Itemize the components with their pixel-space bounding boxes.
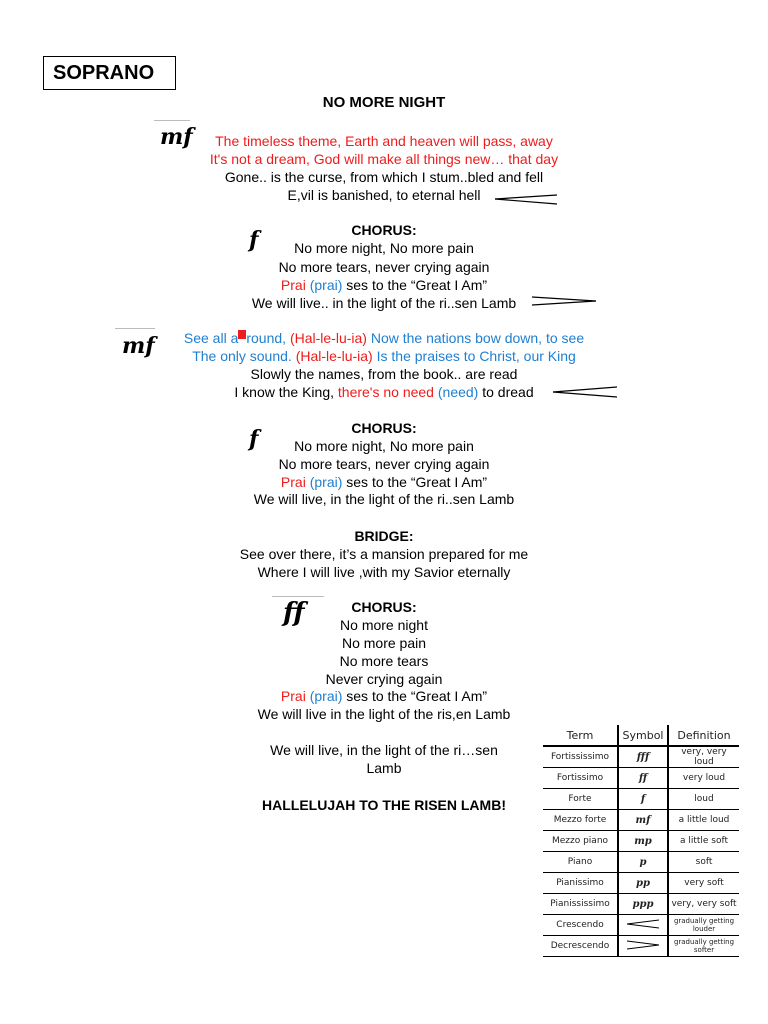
legend-symbol	[618, 936, 668, 957]
legend-row	[543, 852, 739, 873]
chorus1-heading: CHORUS:	[351, 222, 417, 238]
legend-term: Fortississimo	[543, 746, 618, 768]
chorus1-line1: No more night, No more pain	[294, 240, 474, 256]
chorus2-line2: No more tears, never crying again	[278, 456, 490, 472]
dynamic-rule	[272, 596, 324, 597]
legend-header-row	[543, 725, 739, 746]
legend-row	[543, 789, 739, 810]
chorus3-line3: No more tears	[339, 653, 429, 669]
legend-definition: gradually getting softer	[668, 936, 739, 957]
verse1-line2: It's not a dream, God will make all things new… that day	[209, 151, 559, 167]
chorus2-line4: We will live, in the light of the ri..sen Lamb	[253, 491, 515, 507]
verse2-line3: Slowly the names, from the book.. are read	[250, 366, 518, 382]
legend-term: Mezzo piano	[543, 831, 618, 852]
legend-row	[543, 810, 739, 831]
chorus3-line5: Prai (prai) ses to the “Great I Am”	[280, 688, 488, 704]
chorus2-heading: CHORUS:	[351, 420, 417, 436]
legend-symbol: mp	[618, 831, 668, 852]
legend-symbol: pp	[618, 873, 668, 894]
legend-definition: soft	[668, 852, 739, 873]
bridge-line1: See over there, it’s a mansion prepared for me	[239, 546, 529, 562]
legend-definition: a little soft	[668, 831, 739, 852]
dynamic-forte-marking: f	[249, 227, 259, 253]
decrescendo-icon	[551, 385, 619, 399]
dynamic-rule	[154, 120, 190, 121]
ending-line2: Lamb	[366, 760, 402, 776]
legend-symbol: f	[618, 789, 668, 810]
legend-definition: very, very loud	[668, 746, 739, 768]
ending-final-line: HALLELUJAH TO THE RISEN LAMB!	[262, 797, 506, 813]
legend-term: Pianissimo	[543, 873, 618, 894]
legend-header-definition: Definition	[668, 725, 739, 746]
dynamic-fortissimo-marking: ff	[283, 598, 305, 628]
legend-term: Piano	[543, 852, 618, 873]
decrescendo-icon	[493, 193, 559, 205]
chorus1-line2: No more tears, never crying again	[278, 259, 490, 275]
legend-term: Decrescendo	[543, 936, 618, 957]
verse1-line1: The timeless theme, Earth and heaven will pass, away	[215, 133, 553, 149]
dynamics-legend-table	[543, 725, 739, 957]
legend-definition: very, very soft	[668, 894, 739, 915]
legend-row	[543, 831, 739, 852]
legend-definition: very soft	[668, 873, 739, 894]
ending-line1: We will live, in the light of the ri…sen	[270, 742, 498, 758]
legend-term: Mezzo forte	[543, 810, 618, 831]
legend-symbol: ff	[618, 768, 668, 789]
legend-row	[543, 936, 739, 957]
legend-term: Forte	[543, 789, 618, 810]
dynamic-mezzo-forte-marking: mf	[160, 124, 193, 150]
legend-definition: very loud	[668, 768, 739, 789]
chorus3-line6: We will live in the light of the ris,en Lamb	[257, 706, 511, 722]
legend-row	[543, 873, 739, 894]
legend-symbol: p	[618, 852, 668, 873]
bridge-line2: Where I will live ,with my Savior eternally	[257, 564, 511, 580]
voice-part-label: SOPRANO	[43, 56, 176, 90]
song-title: NO MORE NIGHT	[322, 94, 446, 111]
verse2-line2: The only sound. (Hal-le-lu-ia) Is the praises to Christ, our King	[192, 348, 576, 364]
chorus1-line4: We will live.. in the light of the ri..sen Lamb	[251, 295, 517, 311]
legend-symbol	[618, 915, 668, 936]
legend-header-symbol: Symbol	[618, 725, 668, 746]
chorus2-line1: No more night, No more pain	[294, 438, 474, 454]
verse1-line3: Gone.. is the curse, from which I stum..bled and fell	[224, 169, 544, 185]
verse2-line4: I know the King, there's no need (need) to dread	[234, 384, 534, 400]
legend-row	[543, 768, 739, 789]
chorus3-line1: No more night	[340, 617, 428, 633]
crescendo-icon	[625, 918, 661, 930]
chorus1-line3: Prai (prai) ses to the “Great I Am”	[280, 277, 488, 293]
chorus3-line2: No more pain	[341, 635, 427, 651]
verse2-line1: See all a round, (Hal-le-lu-ia) Now the nations bow down, to see	[183, 330, 585, 346]
verse1-line4: E,vil is banished, to eternal hell	[287, 187, 481, 203]
chorus3-line4: Never crying again	[325, 671, 443, 687]
legend-row	[543, 894, 739, 915]
legend-header-term: Term	[543, 725, 618, 746]
crescendo-icon	[530, 295, 598, 307]
legend-term: Crescendo	[543, 915, 618, 936]
chorus2-line3: Prai (prai) ses to the “Great I Am”	[280, 474, 488, 490]
dynamic-mezzo-forte-marking: mf	[122, 333, 155, 359]
legend-definition: gradually getting louder	[668, 915, 739, 936]
legend-symbol: ppp	[618, 894, 668, 915]
legend-symbol: fff	[618, 746, 668, 768]
legend-term: Fortissimo	[543, 768, 618, 789]
legend-definition: a little loud	[668, 810, 739, 831]
legend-row	[543, 746, 739, 768]
chorus3-heading: CHORUS:	[351, 599, 417, 615]
bridge-heading: BRIDGE:	[354, 528, 414, 544]
dynamic-forte-marking: f	[249, 426, 259, 452]
decrescendo-icon	[625, 939, 661, 951]
legend-definition: loud	[668, 789, 739, 810]
legend-row	[543, 915, 739, 936]
legend-symbol: mf	[618, 810, 668, 831]
legend-term: Pianississimo	[543, 894, 618, 915]
